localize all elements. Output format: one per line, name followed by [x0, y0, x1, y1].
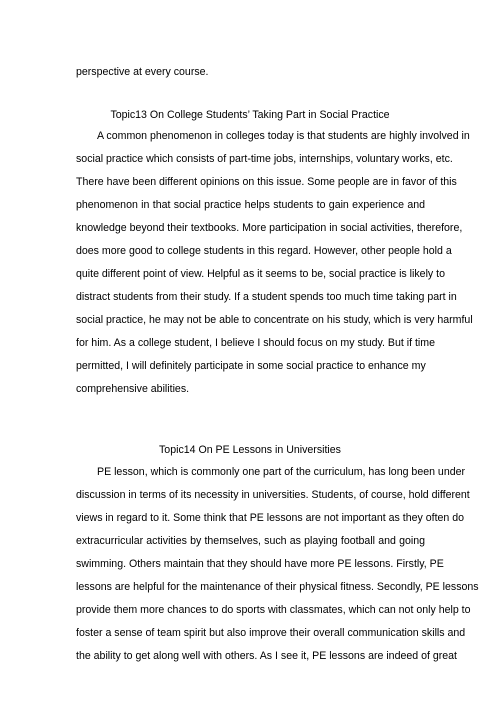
paragraph-line: swimming. Others maintain that they should have more PE lessons. Firstly, PE: [76, 558, 444, 570]
paragraph-line: extracurricular activities by themselves, such as playing football and going: [76, 535, 425, 547]
paragraph-line: A common phenomenon in colleges today is that students are highly involved in: [97, 130, 470, 142]
paragraph-line: social practice, he may not be able to concentrate on his study, which is very harmful: [76, 314, 473, 326]
paragraph-line: distract students from their study. If a student spends too much time taking part in: [76, 291, 457, 303]
paragraph-line: foster a sense of team spirit but also improve their overall communication skills and: [76, 627, 466, 639]
paragraph-line: social practice which consists of part-time jobs, internships, voluntary works, etc.: [76, 153, 453, 165]
topic13-title: Topic13 On College Students’ Taking Part in Social Practice: [110, 109, 390, 121]
paragraph-line: the ability to get along well with others. As I see it, PE lessons are indeed of great: [76, 650, 458, 662]
opening-line: perspective at every course.: [76, 66, 209, 78]
paragraph-line: views in regard to it. Some think that PE lessons are not important as they often do: [76, 512, 465, 524]
paragraph-line: knowledge beyond their textbooks. More participation in social activities, therefore,: [76, 222, 463, 234]
paragraph-line: quite different point of view. Helpful as it seems to be, social practice is likely to: [76, 268, 446, 280]
paragraph-line: does more good to college students in this regard. However, other people hold a: [76, 245, 452, 257]
paragraph-line: comprehensive abilities.: [76, 383, 190, 395]
paragraph-line: There have been different opinions on this issue. Some people are in favor of this: [76, 176, 457, 188]
paragraph-line: provide them more chances to do sports with classmates, which can not only help to: [76, 604, 471, 616]
paragraph-line: discussion in terms of its necessity in universities. Students, of course, hold different: [76, 489, 470, 501]
paragraph-line: lessons are helpful for the maintenance of their physical fitness. Secondly, PE lessons: [76, 581, 479, 593]
paragraph-line: PE lesson, which is commonly one part of the curriculum, has long been under: [97, 466, 466, 478]
paragraph-line: for him. As a college student, I believe I should focus on my study. But if time: [76, 337, 435, 349]
topic14-title: Topic14 On PE Lessons in Universities: [159, 444, 341, 456]
paragraph-line: permitted, I will definitely participate in some social practice to enhance my: [76, 360, 426, 372]
paragraph-line: phenomenon in that social practice helps students to gain experience and: [76, 199, 425, 211]
